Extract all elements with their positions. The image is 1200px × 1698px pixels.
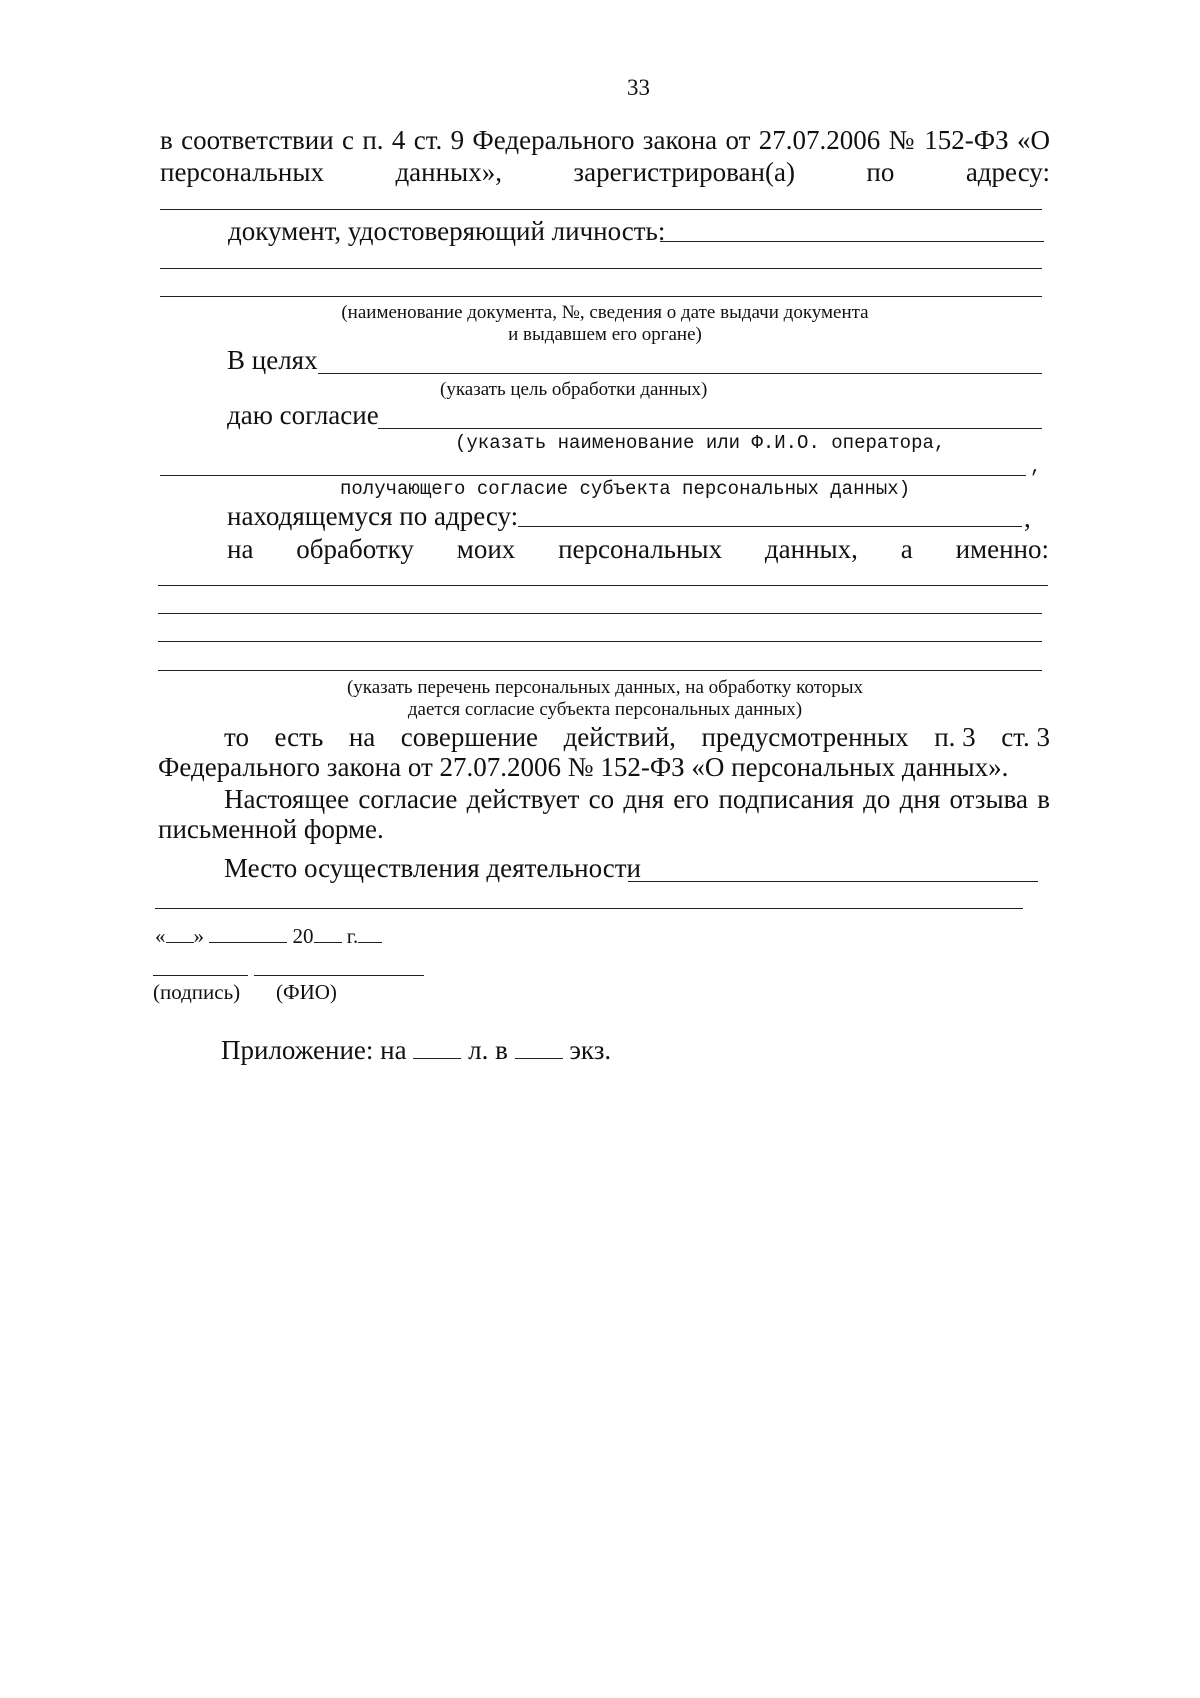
word: данных, [764,534,858,564]
comma: , [1030,456,1042,478]
operator-field-line-2[interactable] [160,475,1026,476]
attachment-line [221,1034,611,1066]
signature-caption: (подпись) [153,980,241,1004]
sheets-count-field[interactable] [413,1036,461,1059]
word: по [866,157,895,187]
data-list-caption: (указать перечень персональных данных, на обработку которых [346,677,864,698]
word: то [224,722,249,752]
consent-label: даю согласие [227,400,379,430]
operator-caption: (указать наименование или Ф.И.О. оператора, [455,432,946,454]
name-field-line[interactable] [254,975,424,976]
word: обработку [296,534,414,564]
consent-intro-line: в соответствии с п. 4 ст. 9 Федерального закона от 27.07.2006 № 152-ФЗ «О [160,125,1050,155]
operator-address-field-line[interactable] [518,526,1022,527]
id-document-field-line[interactable] [660,241,1044,242]
validity-line-2: письменной форме. [158,814,384,844]
word: а [900,534,913,564]
data-list-caption-2: дается согласие субъекта персональных данных) [407,699,803,720]
id-document-field-line-3[interactable] [160,296,1042,297]
date-close-quote: » [193,924,204,948]
operator-address-label: находящемуся по адресу: [227,501,519,531]
place-field-line-2[interactable] [155,908,1023,909]
place-field-line[interactable] [628,881,1038,882]
word: совершение [400,722,539,752]
registered-address-line [160,156,1050,188]
data-list-line-1[interactable] [158,585,1048,586]
word: моих [456,534,516,564]
word: адресу: [965,157,1050,187]
actions-line [224,721,1050,753]
word: ст. 3 [1001,722,1050,752]
day-field[interactable] [166,920,194,943]
data-list-line-3[interactable] [158,641,1042,642]
word: есть [274,722,324,752]
copies-count-field[interactable] [515,1036,563,1059]
word: зарегистрирован(а) [573,157,795,187]
month-field[interactable] [209,920,287,943]
operator-field-line[interactable] [378,428,1042,429]
word: персональных [558,534,723,564]
id-document-label: документ, удостоверяющий личность: [228,216,666,246]
word: действий, [563,722,676,752]
word: п. 3 [934,722,976,752]
year-suffix: г. [346,924,359,948]
purpose-field-line[interactable] [318,373,1042,374]
processing-line [227,533,1049,565]
year-prefix: 20 [292,924,314,948]
operator-caption-2: получающего согласие субъекта персональных данных) [340,478,911,500]
attachment-middle: л. в [468,1035,508,1065]
word: на [348,722,376,752]
attachment-suffix: экз. [569,1035,612,1065]
word: именно: [955,534,1049,564]
date-line [155,920,382,949]
word: персональных [160,157,324,187]
purpose-label: В целях [227,345,318,375]
year-field[interactable] [314,920,342,943]
actions-line-2: Федерального закона от 27.07.2006 № 152-ФЗ «О персональных данных». [158,752,1009,782]
year-suffix-field[interactable] [358,920,382,943]
signature-field-line[interactable] [153,975,248,976]
validity-line: Настоящее согласие действует со дня его подписания до дня отзыва в [224,784,1050,814]
comma-2: , [1024,503,1031,533]
word: данных», [395,157,502,187]
data-list-line-4[interactable] [158,670,1042,671]
attachment-prefix: Приложение: на [221,1035,407,1065]
address-field-line[interactable] [160,209,1042,210]
place-label: Место осуществления деятельности [224,853,641,883]
date-open-quote: « [155,924,166,948]
id-document-caption-2: и выдавшем его органе) [508,324,702,345]
word: на [227,534,254,564]
id-document-field-line-2[interactable] [160,268,1042,269]
purpose-caption: (указать цель обработки данных) [440,379,708,400]
page-number: 33 [627,75,650,100]
name-caption: (ФИО) [276,980,337,1004]
id-document-caption: (наименование документа, №, сведения о дате выдачи документа [341,302,869,323]
data-list-line-2[interactable] [158,613,1042,614]
word: предусмотренных [701,722,909,752]
